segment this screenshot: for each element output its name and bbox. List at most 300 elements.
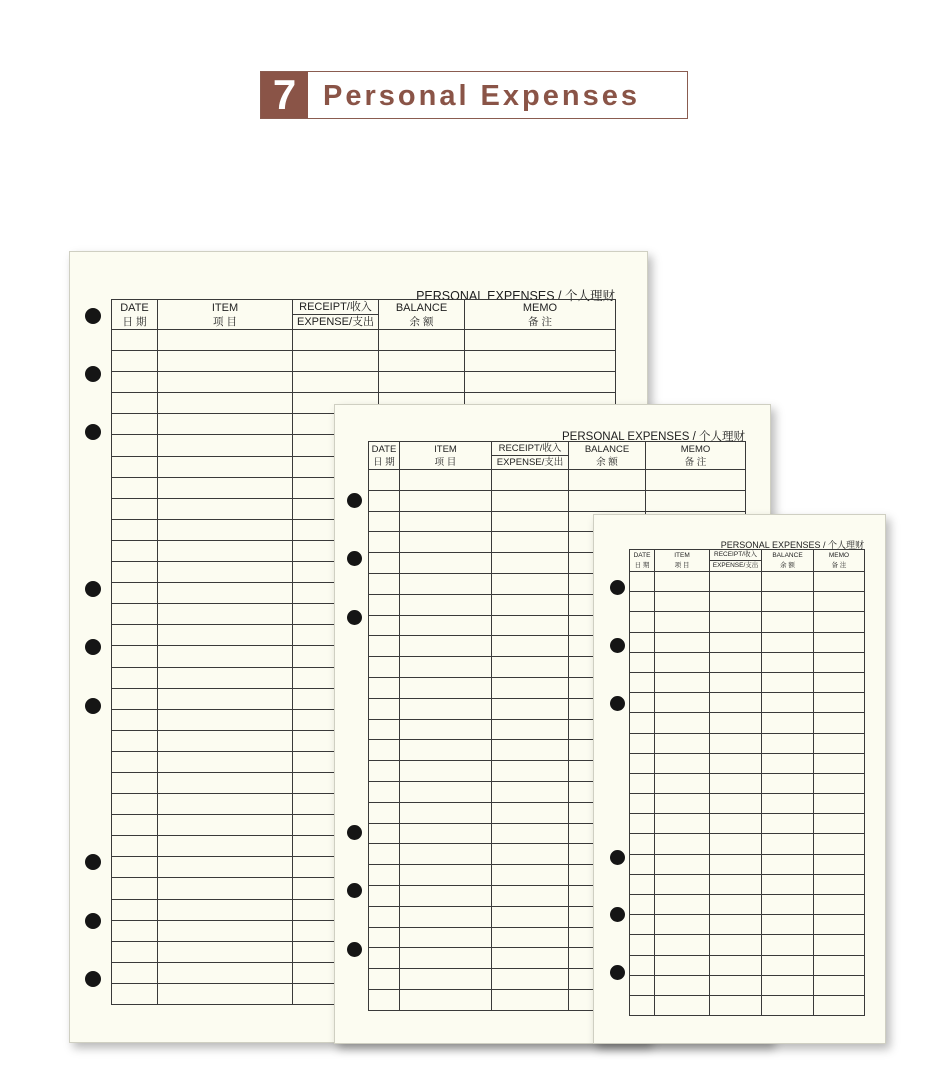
table-cell [492, 573, 569, 594]
table-cell [655, 834, 710, 854]
table-cell [762, 612, 814, 632]
table-cell [655, 713, 710, 733]
table-cell [112, 393, 158, 414]
table-cell [655, 733, 710, 753]
table-cell [710, 693, 762, 713]
table-cell [112, 878, 158, 899]
table-cell [655, 874, 710, 894]
table-row [630, 955, 865, 975]
column-header [379, 300, 465, 330]
column-label-zh: 日 期 [634, 561, 650, 569]
table-cell [158, 667, 293, 688]
table-cell [630, 935, 655, 955]
table-cell [369, 470, 400, 491]
table-cell [400, 677, 492, 698]
table-header-row [112, 300, 616, 330]
table-cell [400, 823, 492, 844]
table-cell [814, 733, 865, 753]
table-cell [158, 751, 293, 772]
table-cell [762, 955, 814, 975]
column-label-zh: 备 注 [684, 456, 707, 468]
table-cell [492, 532, 569, 553]
table-cell [655, 693, 710, 713]
table-cell [400, 802, 492, 823]
binder-hole [610, 965, 625, 980]
table-cell [492, 490, 569, 511]
table-cell [400, 740, 492, 761]
column-label-zh: 余 额 [780, 561, 795, 569]
column-label-en: DATE [371, 443, 397, 455]
table-cell [710, 773, 762, 793]
table-cell [655, 895, 710, 915]
table-cell [112, 794, 158, 815]
column-label-en: BALANCE [772, 551, 803, 559]
table-cell [112, 540, 158, 561]
column-header [112, 300, 158, 330]
binder-hole [85, 913, 101, 929]
table-cell [112, 730, 158, 751]
table-cell [710, 834, 762, 854]
table-cell [112, 330, 158, 351]
binder-hole [85, 424, 101, 440]
table-cell [369, 823, 400, 844]
table-cell [630, 652, 655, 672]
table-cell [400, 511, 492, 532]
table-cell [762, 794, 814, 814]
table-row [112, 372, 616, 393]
table-row [630, 995, 865, 1015]
table-cell [492, 989, 569, 1010]
table-cell [492, 823, 569, 844]
table-cell [492, 470, 569, 491]
table-cell [762, 592, 814, 612]
column-header-expense: EXPENSE/支出 [712, 562, 759, 569]
table-cell [492, 906, 569, 927]
table-cell [762, 672, 814, 692]
table-cell [814, 975, 865, 995]
table-row [630, 592, 865, 612]
column-label-en: ITEM [434, 443, 457, 455]
binder-hole [347, 825, 362, 840]
table-cell [158, 772, 293, 793]
table-cell [762, 773, 814, 793]
table-row [630, 733, 865, 753]
table-cell [710, 814, 762, 834]
table-cell [293, 330, 379, 351]
table-cell [400, 470, 492, 491]
table-cell [630, 672, 655, 692]
table-cell [400, 553, 492, 574]
table-row [630, 794, 865, 814]
section-title: Personal Expenses [323, 80, 640, 112]
column-label-en: DATE [120, 301, 149, 314]
table-cell [492, 615, 569, 636]
table-cell [369, 573, 400, 594]
table-cell [762, 632, 814, 652]
table-cell [112, 962, 158, 983]
column-label-zh: 项 目 [674, 561, 690, 569]
table-cell [400, 490, 492, 511]
table-cell [630, 955, 655, 975]
table-row [630, 612, 865, 632]
table-cell [814, 955, 865, 975]
binder-hole [85, 581, 101, 597]
table-cell [710, 874, 762, 894]
table-cell [158, 330, 293, 351]
table-cell [814, 672, 865, 692]
column-label-en: MEMO [522, 301, 558, 314]
table-cell [630, 773, 655, 793]
table-cell [630, 794, 655, 814]
table-cell [762, 652, 814, 672]
table-cell [762, 814, 814, 834]
binder-hole [347, 883, 362, 898]
table-cell [293, 372, 379, 393]
table-cell [369, 781, 400, 802]
binder-hole [85, 308, 101, 324]
table-row [630, 572, 865, 592]
column-header-receipt: RECEIPT/收入 [492, 442, 568, 456]
table-cell [400, 636, 492, 657]
table-cell [492, 761, 569, 782]
column-label-zh: 备 注 [831, 561, 847, 569]
table-cell [710, 652, 762, 672]
table-row [630, 652, 865, 672]
binder-hole [610, 696, 625, 711]
table-cell [158, 456, 293, 477]
table-cell [655, 652, 710, 672]
column-label-zh: 备 注 [528, 315, 552, 328]
table-cell [158, 920, 293, 941]
table-cell [630, 753, 655, 773]
table-cell [630, 915, 655, 935]
table-cell [369, 490, 400, 511]
table-cell [630, 693, 655, 713]
table-cell [369, 636, 400, 657]
table-cell [710, 592, 762, 612]
table-cell [112, 351, 158, 372]
table-cell [369, 657, 400, 678]
table-row [112, 351, 616, 372]
table-cell [630, 713, 655, 733]
table-cell [630, 814, 655, 834]
table-cell [630, 995, 655, 1015]
table-cell [655, 995, 710, 1015]
table-cell [112, 456, 158, 477]
table-cell [293, 351, 379, 372]
table-cell [492, 969, 569, 990]
table-cell [814, 572, 865, 592]
section-number: 7 [261, 72, 308, 118]
table-cell [158, 562, 293, 583]
table-cell [762, 935, 814, 955]
table-cell [814, 592, 865, 612]
table-cell [492, 844, 569, 865]
table-cell [655, 672, 710, 692]
table-cell [112, 583, 158, 604]
table-cell [158, 730, 293, 751]
table-cell [762, 753, 814, 773]
column-label-zh: 项 目 [213, 315, 237, 328]
table-cell [369, 553, 400, 574]
binder-hole [85, 366, 101, 382]
table-cell [569, 490, 646, 511]
table-cell [655, 592, 710, 612]
table-cell [369, 989, 400, 1010]
table-cell [710, 612, 762, 632]
table-cell [814, 794, 865, 814]
table-cell [400, 781, 492, 802]
table-cell [369, 761, 400, 782]
table-header-row [369, 442, 746, 470]
table-row [369, 490, 746, 511]
table-cell [492, 511, 569, 532]
table-cell [158, 815, 293, 836]
column-header [492, 442, 569, 470]
table-cell [814, 854, 865, 874]
table-cell [492, 657, 569, 678]
table-cell [158, 604, 293, 625]
table-cell [158, 983, 293, 1004]
table-cell [762, 693, 814, 713]
table-cell [492, 740, 569, 761]
table-cell [369, 511, 400, 532]
column-header [465, 300, 616, 330]
table-cell [630, 895, 655, 915]
column-header [293, 300, 379, 330]
table-cell [710, 935, 762, 955]
column-label-en: ITEM [674, 551, 690, 559]
table-cell [710, 632, 762, 652]
table-cell [112, 667, 158, 688]
table-cell [814, 652, 865, 672]
column-header [369, 442, 400, 470]
table-row [630, 854, 865, 874]
binder-hole [610, 638, 625, 653]
table-cell [112, 604, 158, 625]
table-cell [655, 632, 710, 652]
table-cell [158, 519, 293, 540]
binder-hole [347, 493, 362, 508]
table-cell [762, 733, 814, 753]
table-cell [630, 632, 655, 652]
table-cell [369, 927, 400, 948]
table-cell [630, 592, 655, 612]
table-cell [112, 562, 158, 583]
table-cell [814, 935, 865, 955]
table-row [630, 874, 865, 894]
table-cell [158, 498, 293, 519]
table-cell [158, 794, 293, 815]
table-cell [400, 761, 492, 782]
table-cell [369, 865, 400, 886]
table-cell [646, 470, 746, 491]
table-row [630, 713, 865, 733]
binder-hole [85, 639, 101, 655]
table-cell [400, 844, 492, 865]
table-cell [710, 672, 762, 692]
column-header-expense: EXPENSE/支出 [296, 316, 375, 328]
table-cell [814, 773, 865, 793]
table-cell [814, 713, 865, 733]
table-cell [492, 927, 569, 948]
column-header [655, 550, 710, 572]
table-cell [762, 895, 814, 915]
table-header-row [630, 550, 865, 572]
table-cell [112, 920, 158, 941]
table-cell [655, 753, 710, 773]
table-cell [400, 885, 492, 906]
table-cell [655, 572, 710, 592]
table-cell [710, 995, 762, 1015]
column-label-en: MEMO [828, 551, 850, 559]
table-cell [814, 612, 865, 632]
table-cell [655, 975, 710, 995]
column-header [762, 550, 814, 572]
table-cell [158, 962, 293, 983]
table-row [630, 814, 865, 834]
table-cell [814, 834, 865, 854]
table-cell [400, 948, 492, 969]
table-cell [655, 915, 710, 935]
binder-hole [347, 610, 362, 625]
table-cell [400, 719, 492, 740]
table-cell [710, 915, 762, 935]
table-cell [630, 612, 655, 632]
expense-sheet-small [593, 514, 886, 1044]
table-cell [369, 906, 400, 927]
table-cell [158, 351, 293, 372]
column-header [400, 442, 492, 470]
column-header [630, 550, 655, 572]
table-cell [400, 594, 492, 615]
table-cell [492, 698, 569, 719]
table-cell [369, 532, 400, 553]
column-label-en: ITEM [211, 301, 239, 314]
column-label-zh: 余 额 [596, 456, 618, 468]
table-cell [369, 844, 400, 865]
table-row [630, 895, 865, 915]
table-cell [112, 498, 158, 519]
table-cell [762, 572, 814, 592]
table-cell [369, 802, 400, 823]
table-row [630, 935, 865, 955]
table-cell [814, 995, 865, 1015]
column-label-zh: 日 期 [373, 456, 395, 468]
table-cell [369, 594, 400, 615]
table-row [630, 773, 865, 793]
table-cell [400, 927, 492, 948]
table-cell [158, 646, 293, 667]
table-cell [465, 351, 616, 372]
table-cell [112, 646, 158, 667]
column-header-expense: EXPENSE/支出 [496, 457, 564, 468]
table-cell [158, 625, 293, 646]
table-cell [112, 983, 158, 1004]
column-header [646, 442, 746, 470]
table-row [630, 693, 865, 713]
table-cell [492, 719, 569, 740]
table-cell [400, 865, 492, 886]
table-cell [369, 969, 400, 990]
table-cell [112, 414, 158, 435]
table-cell [630, 572, 655, 592]
column-label-en: BALANCE [584, 443, 630, 455]
table-cell [465, 372, 616, 393]
table-cell [112, 815, 158, 836]
table-cell [379, 372, 465, 393]
section-header [260, 71, 688, 119]
table-cell [369, 948, 400, 969]
expense-table [629, 549, 865, 1016]
table-cell [112, 477, 158, 498]
table-cell [369, 677, 400, 698]
table-cell [112, 857, 158, 878]
table-cell [814, 895, 865, 915]
table-cell [814, 874, 865, 894]
table-cell [158, 583, 293, 604]
table-cell [655, 773, 710, 793]
table-row [630, 753, 865, 773]
table-row [112, 330, 616, 351]
table-cell [655, 794, 710, 814]
table-cell [762, 975, 814, 995]
table-cell [814, 632, 865, 652]
table-cell [492, 636, 569, 657]
table-cell [112, 709, 158, 730]
table-cell [158, 899, 293, 920]
table-cell [158, 372, 293, 393]
table-cell [400, 532, 492, 553]
column-label-zh: 日 期 [122, 315, 147, 328]
table-cell [400, 657, 492, 678]
binder-hole [610, 850, 625, 865]
table-cell [569, 470, 646, 491]
table-cell [710, 713, 762, 733]
table-cell [112, 836, 158, 857]
table-cell [710, 733, 762, 753]
column-header [158, 300, 293, 330]
binder-hole [347, 551, 362, 566]
table-cell [655, 955, 710, 975]
table-cell [158, 857, 293, 878]
table-cell [762, 854, 814, 874]
table-cell [646, 490, 746, 511]
table-cell [710, 753, 762, 773]
table-cell [492, 594, 569, 615]
table-row [630, 632, 865, 652]
table-cell [655, 935, 710, 955]
binder-hole [347, 942, 362, 957]
table-cell [465, 330, 616, 351]
table-row [630, 915, 865, 935]
column-header [710, 550, 762, 572]
column-label-en: BALANCE [395, 301, 448, 314]
sheet-title: PERSONAL EXPENSES / 个人理财 [416, 289, 615, 303]
table-cell [158, 941, 293, 962]
table-cell [158, 477, 293, 498]
sheet-title: PERSONAL EXPENSES / 个人理财 [562, 431, 745, 443]
table-cell [379, 330, 465, 351]
table-cell [710, 955, 762, 975]
table-cell [710, 854, 762, 874]
table-cell [492, 677, 569, 698]
table-cell [112, 941, 158, 962]
table-cell [710, 794, 762, 814]
table-cell [158, 688, 293, 709]
table-cell [112, 625, 158, 646]
table-cell [630, 975, 655, 995]
